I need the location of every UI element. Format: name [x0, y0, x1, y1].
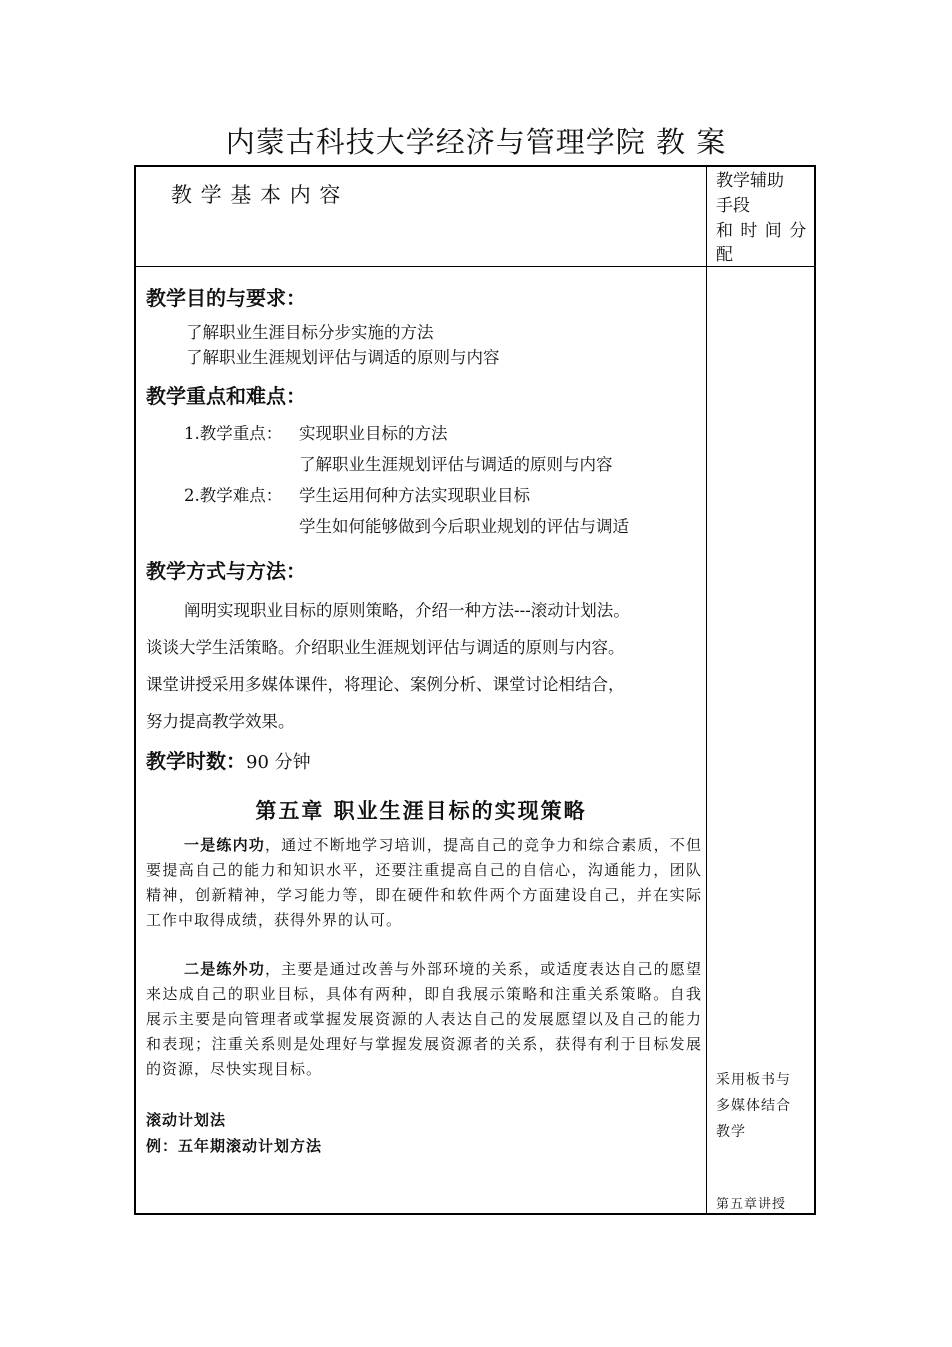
p2-lead: 二是练外功 — [184, 960, 265, 978]
chapter-paragraph-2 — [146, 957, 702, 1082]
p2-text: ，主要是通过改善与外部环境的关系，或适度表达自己的愿望来达成自己的职业目标，具体有两种，即自我展示策略和注重关系策略。自我展示主要是向管理者或掌握发展资源的人表达自己的发展愿望以及自己的能力和表现；注重关系则是处理好与掌握发展资源者的关系，获得有利于目标发展的资源，尽快实现目标。 — [146, 960, 702, 1078]
hours-value: 90 分钟 — [246, 752, 311, 773]
page-title: 内蒙古科技大学经济与管理学院 教 案 — [225, 125, 727, 159]
rolling-plan-heading: 滚动计划法 — [146, 1111, 227, 1129]
aux-column-header-line3: 和 时 间 分 — [716, 221, 808, 241]
difficulty-item: 学生如何能够做到今后职业规划的评估与调适 — [299, 517, 629, 536]
methods-line: 课堂讲授采用多媒体课件，将理论、案例分析、课堂讨论相结合， — [146, 675, 625, 694]
chapter-paragraph-1 — [146, 833, 702, 933]
objective-item: 了解职业生涯目标分步实施的方法 — [186, 323, 434, 342]
focus-item: 实现职业目标的方法 — [299, 424, 448, 443]
difficulty-item: 学生运用何种方法实现职业目标 — [299, 486, 530, 505]
header-divider — [136, 266, 814, 267]
methods-heading: 教学方式与方法： — [146, 559, 306, 583]
objective-item: 了解职业生涯规划评估与调适的原则与内容 — [186, 348, 500, 367]
side-note-line: 采用板书与 — [716, 1072, 791, 1088]
side-note-line: 教学 — [716, 1124, 746, 1140]
teaching-hours — [146, 745, 311, 774]
methods-line: 谈谈大学生活策略。介绍职业生涯规划评估与调适的原则与内容。 — [146, 638, 625, 657]
objectives-heading: 教学目的与要求： — [146, 286, 306, 310]
focus-label: 1.教学重点： — [184, 424, 283, 443]
rolling-plan-example: 例：五年期滚动计划方法 — [146, 1137, 323, 1155]
aux-column-header-line4: 配 — [716, 245, 733, 265]
methods-line: 阐明实现职业目标的原则策略，介绍一种方法---滚动计划法。 — [184, 601, 630, 620]
hours-heading: 教学时数： — [146, 749, 246, 773]
aux-column-header-line2: 手段 — [716, 196, 750, 216]
chapter-title: 第五章 职业生涯目标的实现策略 — [255, 798, 587, 823]
methods-line: 努力提高教学效果。 — [146, 712, 295, 731]
chapter-side-note: 第五章讲授 — [716, 1197, 787, 1212]
p1-text: ，通过不断地学习培训，提高自己的竞争力和综合素质，不但要提高自己的能力和知识水平，还要注重提高自己的自信心，沟通能力，团队精神，创新精神，学习能力等，即在硬件和软件两个方面建设自己，并在实际工作中取得成绩，获得外界的认可。 — [146, 836, 702, 929]
content-column-header: 教 学 基 本 内 容 — [171, 183, 342, 207]
column-divider — [706, 167, 707, 1213]
keypoints-heading: 教学重点和难点： — [146, 384, 306, 408]
focus-item: 了解职业生涯规划评估与调适的原则与内容 — [299, 455, 613, 474]
side-note-line: 多媒体结合 — [716, 1098, 791, 1114]
lesson-plan-table — [134, 165, 816, 1215]
p1-lead: 一是练内功 — [184, 836, 265, 854]
aux-column-header-line1: 教学辅助 — [716, 171, 784, 191]
difficulty-label: 2.教学难点： — [184, 486, 283, 505]
